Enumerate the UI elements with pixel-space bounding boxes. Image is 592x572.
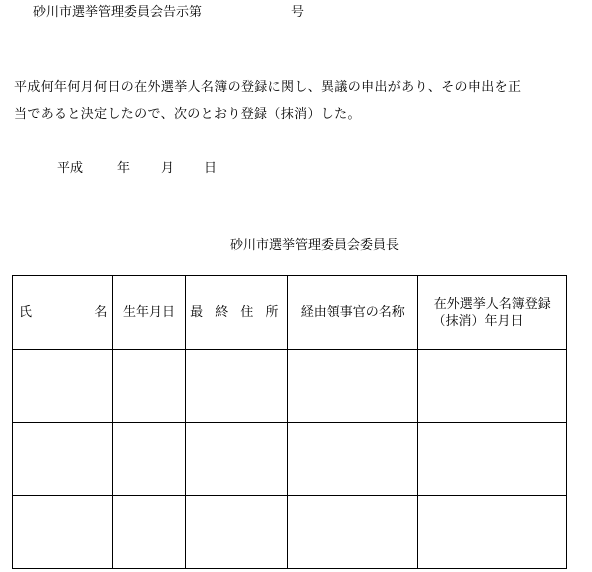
cell-last-address[interactable] [185,496,287,569]
notice-title: 砂川市選挙管理委員会告示第 [33,5,203,20]
header-name-left: 氏 [19,305,33,320]
header-name [13,276,113,350]
date-era: 平成 [57,161,84,176]
header-name-right: 名 [94,305,108,320]
header-birthdate: 生年月日 [113,276,185,350]
header-last-address: 最 終 住 所 [185,276,287,350]
cell-registration-date[interactable] [418,423,567,496]
header-registration-line-2: （抹消）年月日 [432,313,524,329]
date-year-label: 年 [117,161,131,176]
cell-consulate[interactable] [287,496,417,569]
register-table [12,275,567,569]
header-registration-date [418,276,567,350]
header-consulate: 経由領事官の名称 [287,276,417,350]
table-row [13,496,567,569]
cell-registration-date[interactable] [418,496,567,569]
table-row [13,350,567,423]
cell-name[interactable] [13,350,113,423]
table-header-row [13,276,567,350]
cell-consulate[interactable] [287,423,417,496]
cell-registration-date[interactable] [418,350,567,423]
signatory: 砂川市選挙管理委員会委員長 [230,238,400,253]
cell-birthdate[interactable] [113,423,185,496]
cell-birthdate[interactable] [113,350,185,423]
date-day-label: 日 [204,161,218,176]
body-text-line-1: 平成何年何月何日の在外選挙人名簿の登録に関し、異議の申出があり、その申出を正 [14,80,522,95]
cell-birthdate[interactable] [113,496,185,569]
cell-consulate[interactable] [287,350,417,423]
notice-number-label: 号 [291,5,305,20]
header-registration-line-1: 在外選挙人名簿登録 [433,296,551,312]
cell-last-address[interactable] [185,423,287,496]
cell-name[interactable] [13,423,113,496]
table-row [13,423,567,496]
cell-name[interactable] [13,496,113,569]
cell-last-address[interactable] [185,350,287,423]
date-month-label: 月 [161,161,175,176]
body-text-line-2: 当であると決定したので、次のとおり登録（抹消）した。 [14,107,361,122]
